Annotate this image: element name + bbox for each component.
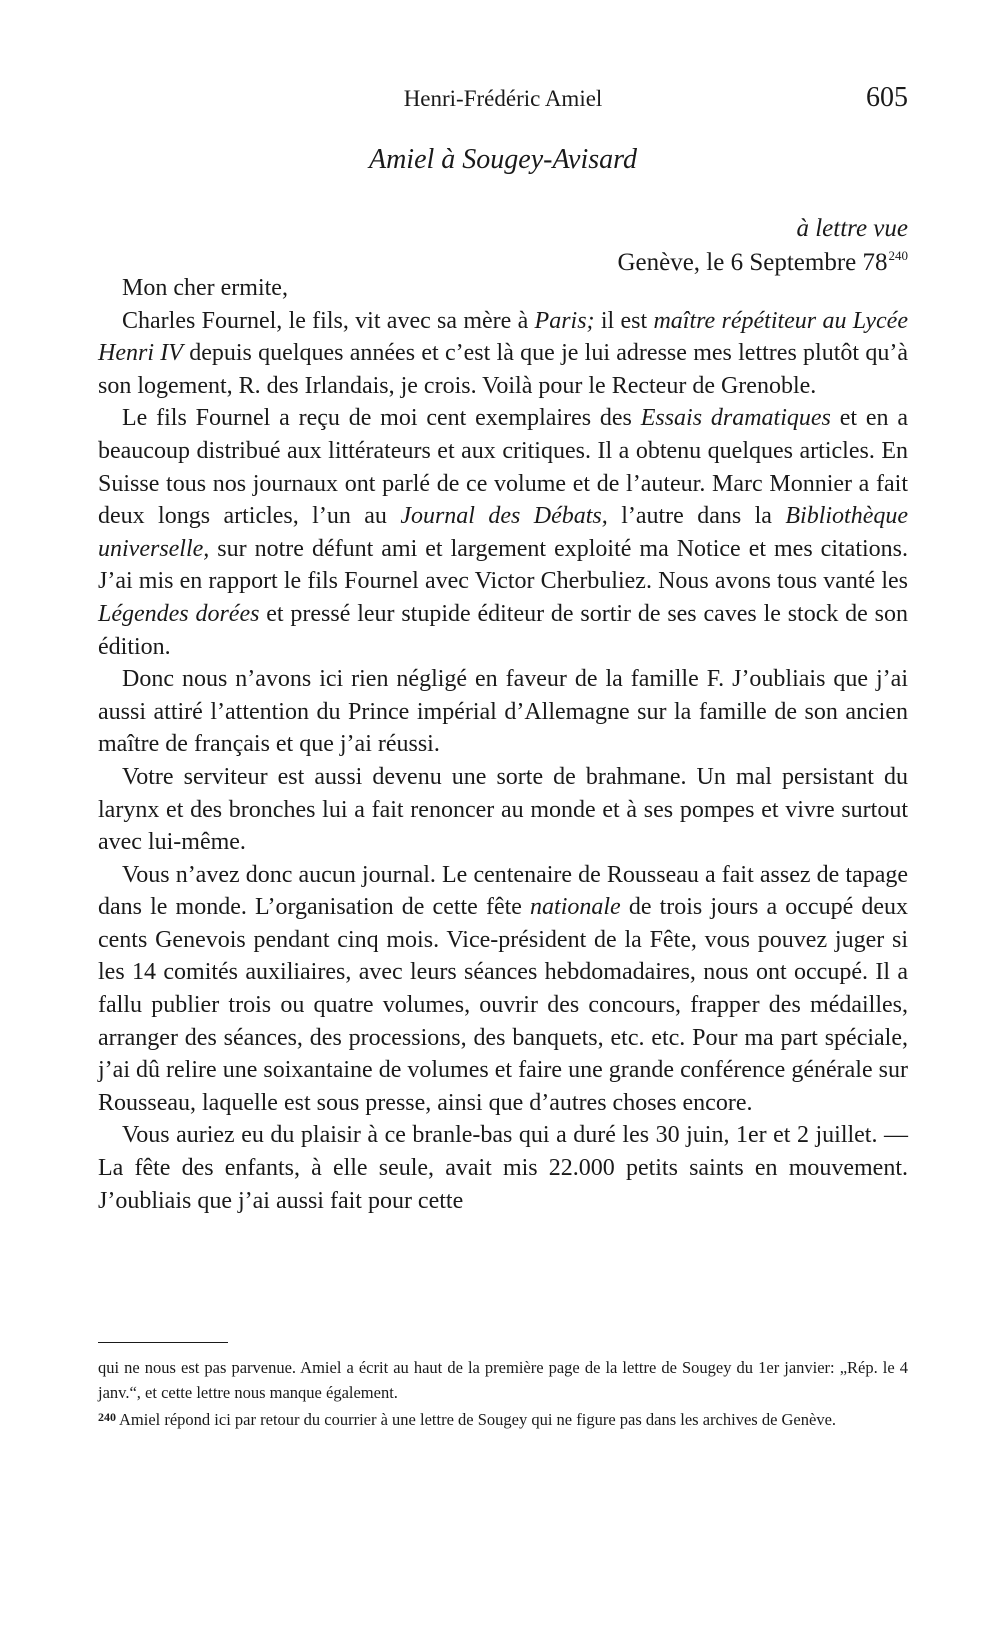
footnote-240 xyxy=(98,1405,908,1433)
body-paragraph xyxy=(98,402,908,663)
delivery-note: à lettre vue xyxy=(796,215,908,242)
italic-text: Paris; xyxy=(534,307,595,334)
italic-text: Journal des Débats, xyxy=(400,503,608,530)
italic-text: Légendes dorées xyxy=(98,600,260,627)
footnote-rule xyxy=(98,1342,228,1343)
italic-text: Essais dramatiques xyxy=(640,405,831,432)
footnotes xyxy=(98,1356,908,1433)
paragraphs xyxy=(98,305,908,1218)
text-run: Le fils Fournel a reçu de moi cent exemplaires des xyxy=(122,405,641,432)
running-head xyxy=(98,82,908,118)
letter-heading: Amiel à Sougey-Avisard xyxy=(368,144,637,175)
body-paragraph xyxy=(98,859,908,1120)
running-title: Henri-Frédéric Amiel xyxy=(403,86,603,111)
text-run: sur notre défunt ami et largement exploité ma Notice et mes citations. J’ai mis en rapport le fils Fournel avec Victor Cherbuliez. Nous avons tous vanté les xyxy=(98,535,908,595)
text-run: Votre serviteur est aussi devenu une sorte de brahmane. Un mal persistant du larynx et des bronches lui a fait renoncer au monde et à ses pompes et vivre surtout avec lui-même. xyxy=(98,763,908,856)
footnote-240-mark: 240 xyxy=(98,1410,116,1424)
greeting: Mon cher ermite, xyxy=(122,275,288,301)
text-run: Vous auriez eu du plaisir à ce branle-bas qui a duré les 30 juin, 1er et 2 juillet. — La fête des enfants, à elle seule, avait mis 22.000 petits saints en mouvement. J’oubliais que j’ai aussi fait pour cette xyxy=(98,1122,908,1214)
body-paragraph xyxy=(98,305,908,403)
footnote-continued: qui ne nous est pas parvenue. Amiel a écrit au haut de la première page de la lettre de Sougey du 1er janvier: „Rép. le 4 janv.“, et cette lettre nous manque également. xyxy=(98,1358,908,1402)
text-run: et en a beaucoup distribué aux littérateurs et aux critiques. Il a obtenu quelques articles. En Suisse tous nos journaux ont parlé de ce volume et de l’auteur. Marc Monnier a fait deux longs articles, l’un au xyxy=(98,405,908,530)
text-run: Vous n’avez donc aucun journal. Le centenaire de Rousseau a fait assez de tapage dans le monde. L’organisation de cette fête xyxy=(98,861,908,921)
italic-text: maître répétiteur au Lycée Henri IV xyxy=(98,307,908,367)
dateline-block xyxy=(617,212,908,280)
italic-text: Bibliothèque universelle, xyxy=(98,503,908,562)
text-run: l’autre dans la xyxy=(607,503,786,530)
text-run: il est xyxy=(594,307,654,334)
text-run: de trois jours a occupé deux cents Genevois pendant cinq mois. Vice-président de la Fête, vous pouvez juger si les 14 comités auxiliaires, avec leurs séances hebdomadaires, nous ont occupé. Il a fallu publier trois ou quatre volumes, ouvrir des concours, frapper des médailles, arranger des séances, des processions, des banquets, etc. etc. Pour ma part spéciale, j’ai dû relire une soixantaine de volumes et faire une grande conférence générale sur Rousseau, laquelle est sous presse, ainsi que d’autres choses encore. xyxy=(98,894,908,1116)
dateline-text: Genève, le 6 Septembre 78 xyxy=(617,249,888,276)
page-number: 605 xyxy=(866,82,908,113)
text-run: et pressé leur stupide éditeur de sortir de ses caves le stock de son édition. xyxy=(98,600,908,660)
text-run: Donc nous n’avons ici rien négligé en faveur de la famille F. J’oubliais que j’ai aussi attiré l’attention du Prince impérial d’Allemagne sur la famille de son ancien maître de français et que j’ai réussi. xyxy=(98,666,908,758)
body-paragraph xyxy=(98,761,908,859)
body-paragraph xyxy=(98,1119,908,1217)
footnote-240-text: Amiel répond ici par retour du courrier à une lettre de Sougey qui ne figure pas dans les archives de Genève. xyxy=(119,1410,837,1429)
text-run: depuis quelques années et c’est là que je lui adresse mes lettres plutôt qu’à son logement, R. des Irlandais, je crois. Voilà pour le Recteur de Grenoble. xyxy=(98,340,908,399)
italic-text: nationale xyxy=(530,894,621,921)
text-run: Charles Fournel, le fils, vit avec sa mère à xyxy=(122,307,535,334)
body-paragraph xyxy=(98,663,908,761)
footnote-ref-240[interactable]: 240 xyxy=(888,248,908,263)
letter-body xyxy=(98,272,908,1217)
